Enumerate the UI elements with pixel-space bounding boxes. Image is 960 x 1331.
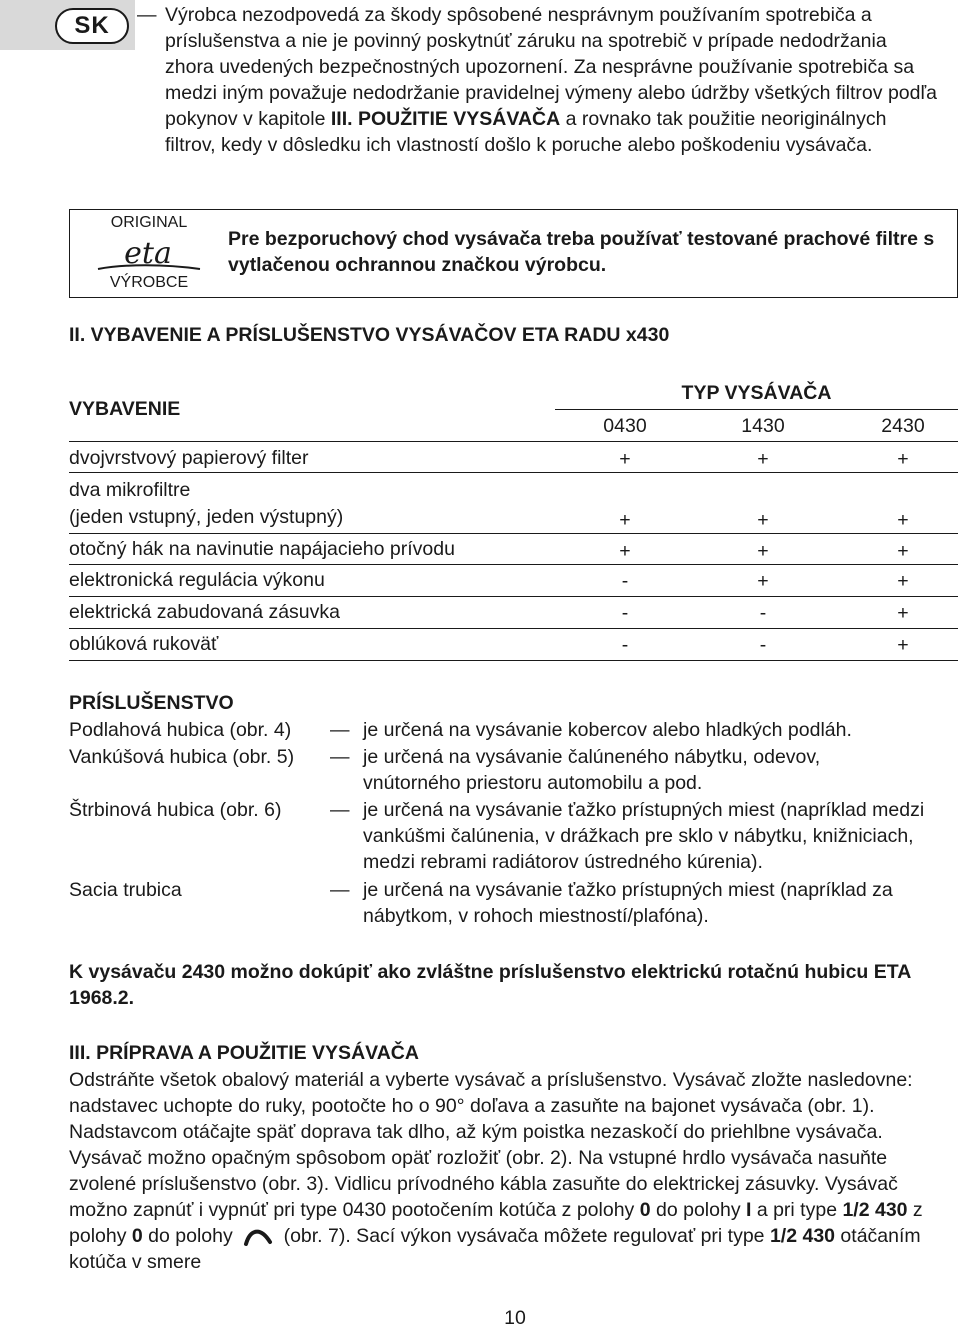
accessory-label: Podlahová hubica (obr. 4) xyxy=(69,719,292,741)
table-rule xyxy=(69,628,958,629)
model-header-2430: 2430 xyxy=(881,415,925,437)
table-row-label: otočný hák na navinutie napájacieho prívodu xyxy=(69,538,455,560)
s3-text: Odstráňte všetok obalový materiál a vyberte vysávač a príslušenstvo. Vysávač zložte nasledovne: nadstavec uchopte do ruky, pootočte ho o 90° doľava a zasuňte na bajonet vysávača (obr. 1). Nadstavcom otáčajte späť doprava tak dlho, až kým poistka nezaskočí do priehlbne vysávača. Vysávač možno opačným spôsobom opäť rozložiť (obr. 2). Na vstupné hrdlo vysávača nasuňte zvolené príslušenstvo (obr. 3). Vidlicu prívodného kábla zasuňte do elektrickej zásuvky. Vysávač možno zapnúť i vypnúť pri type 0430 pootočením kotúča z polohy xyxy=(69,1069,913,1221)
table-rule xyxy=(69,564,958,565)
page-number: 10 xyxy=(504,1307,526,1329)
original-logo xyxy=(70,211,228,297)
accessories-title: PRÍSLUŠENSTVO xyxy=(69,692,234,714)
equipment-heading: VYBAVENIE xyxy=(69,398,181,420)
original-logo-bottom-text: VÝROBCE xyxy=(109,274,189,291)
accessory-dash: — xyxy=(330,746,350,768)
s3-text: (obr. 7). Sací výkon vysávača môžete regulovať pri type xyxy=(278,1225,770,1247)
table-rule xyxy=(69,660,958,661)
accessory-dash: — xyxy=(330,799,350,821)
model-header-0430: 0430 xyxy=(603,415,647,437)
table-row-label: dva mikrofiltre xyxy=(69,479,191,501)
accessory-description: je určená na vysávanie kobercov alebo hladkých podláh. xyxy=(363,719,852,741)
accessory-dash: — xyxy=(330,719,350,741)
s3-bold: 1/2 430 xyxy=(769,1225,836,1247)
model-header-1430: 1430 xyxy=(741,415,785,437)
table-rule xyxy=(69,533,958,534)
accessory-description: je určená na vysávanie čalúneného nábytku, odevov, vnútorného priestoru automobilu a pod. xyxy=(363,746,821,794)
type-heading-rule xyxy=(555,409,958,410)
table-cell: + xyxy=(897,602,909,624)
section-3-title: III. PRÍPRAVA A POUŽITIE VYSÁVAČA xyxy=(69,1042,419,1064)
table-cell: + xyxy=(897,634,909,656)
accessory-dash: — xyxy=(330,879,350,901)
intro-paragraph xyxy=(165,2,940,158)
accessory-label: Vankúšová hubica (obr. 5) xyxy=(69,746,295,768)
table-cell: + xyxy=(757,570,769,592)
s3-bold: 0 xyxy=(639,1199,651,1221)
table-cell: + xyxy=(897,540,909,562)
table-cell: - xyxy=(621,602,629,624)
accessory-description: je určená na vysávanie ťažko prístupných miest (napríklad medzi vankúšmi čalúnenia, v drážkach pre sklo v nábytku, knižniciach, medzi rebrami radiátorov ústredného kúrenia). xyxy=(363,799,925,873)
table-cell: + xyxy=(757,509,769,531)
table-cell: - xyxy=(759,634,767,656)
knob-position-icon xyxy=(242,1226,274,1246)
table-row-label: dvojvrstvový papierový filter xyxy=(69,447,309,469)
table-cell: + xyxy=(897,509,909,531)
s3-text: do polohy xyxy=(142,1225,239,1247)
table-cell: + xyxy=(897,570,909,592)
table-row-label: elektrická zabudovaná zásuvka xyxy=(69,601,340,623)
intro-text-2: a rovnako tak použitie neoriginálnych filtrov, kedy v dôsledku ich vlastností došlo k poruche alebo poškodeniu vysávača. xyxy=(165,108,887,156)
s3-bold: 1/2 430 xyxy=(842,1199,908,1221)
s3-text: z polohy xyxy=(69,1199,923,1247)
table-rule xyxy=(69,441,958,442)
table-cell: - xyxy=(621,570,629,592)
intro-dash: — xyxy=(137,4,157,26)
section-2-title: II. VYBAVENIE A PRÍSLUŠENSTVO VYSÁVAČOV ETA RADU x430 xyxy=(69,324,670,346)
table-cell: + xyxy=(757,540,769,562)
s3-bold: 0 xyxy=(131,1225,143,1247)
table-cell: + xyxy=(757,448,769,470)
table-cell: + xyxy=(619,540,631,562)
intro-text-1: Výrobca nezodpovedá za škody spôsobené nesprávnym používaním spotrebiča a príslušenstva a nie je povinný poskytnúť záruku na spotrebič v prípade nedodržania zhora uvedených bezpečnostných upozornení. Za nesprávne používanie spotrebiča sa medzi iným považuje nedodržanie pravidelnej výmeny alebo údržby všetkých filtrov podľa pokynov v kapitole xyxy=(165,4,938,130)
original-logo-top-text: ORIGINAL xyxy=(110,214,188,231)
table-row-label: elektronická regulácia výkonu xyxy=(69,569,325,591)
s3-text: do polohy xyxy=(650,1199,746,1221)
table-cell: - xyxy=(621,634,629,656)
accessory-description: je určená na vysávanie ťažko prístupných miest (napríklad za nábytkom, v rohoch miestností/plafóna). xyxy=(363,879,893,927)
section-3-paragraph xyxy=(69,1067,958,1275)
table-cell: + xyxy=(619,448,631,470)
eta-logo-text: eta xyxy=(124,236,172,271)
table-cell: + xyxy=(897,448,909,470)
table-row-label-2: (jeden vstupný, jeden výstupný) xyxy=(69,506,344,528)
table-cell: + xyxy=(619,509,631,531)
original-filter-note: Pre bezporuchový chod vysávača treba používať testované prachové filtre s vytlačenou ochrannou značkou výrobcu. xyxy=(228,228,935,276)
intro-chapter-ref: III. POUŽITIE VYSÁVAČA xyxy=(330,108,561,130)
table-row-label: oblúková rukoväť xyxy=(69,633,219,655)
s3-bold: I xyxy=(745,1199,752,1221)
table-rule xyxy=(69,596,958,597)
s3-text: a pri type xyxy=(751,1199,843,1221)
eta-logo-icon xyxy=(94,233,204,275)
accessory-label: Sacia trubica xyxy=(69,879,182,901)
table-rule xyxy=(69,472,958,473)
table-cell: - xyxy=(759,602,767,624)
language-badge: SK xyxy=(55,8,129,44)
s3-text: otáčaním kotúča v smere xyxy=(69,1225,921,1273)
type-heading: TYP VYSÁVAČA xyxy=(681,382,832,404)
optional-accessory-note: K vysávaču 2430 možno dokúpiť ako zvláštne príslušenstvo elektrickú rotačnú hubicu ETA 1968.2. xyxy=(69,961,911,1009)
accessory-label: Štrbinová hubica (obr. 6) xyxy=(69,799,282,821)
